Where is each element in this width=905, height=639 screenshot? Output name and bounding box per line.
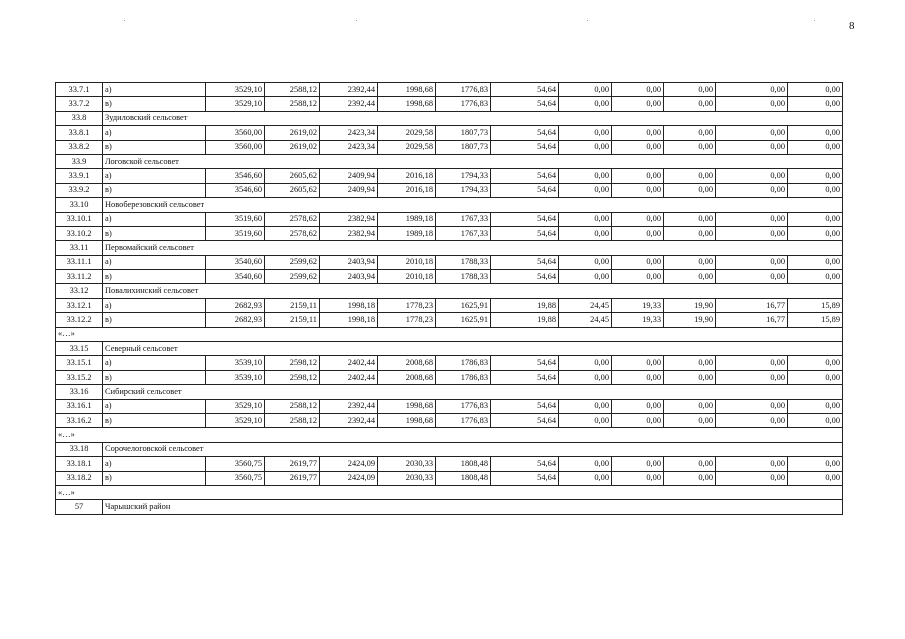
value-cell: 0,00 [664,370,716,384]
value-cell: 1794,33 [436,169,491,183]
section-title-cell: Новоберезовский сельсовет [103,198,843,212]
row-label-cell: а) [103,399,206,413]
value-cell: 3560,00 [206,140,265,154]
value-cell: 0,00 [664,413,716,427]
value-cell: 19,90 [664,313,716,327]
value-cell: 0,00 [664,169,716,183]
value-cell: 1767,33 [436,212,491,226]
value-cell: 0,00 [559,413,612,427]
row-label-cell: в) [103,140,206,154]
value-cell: 0,00 [559,370,612,384]
value-cell: 0,00 [716,255,788,269]
value-cell: 2605,62 [265,169,320,183]
row-code-cell: 33.10.2 [56,226,103,240]
value-cell: 2030,33 [378,457,436,471]
row-label-cell: а) [103,298,206,312]
value-cell: 0,00 [788,97,843,111]
value-cell: 2578,62 [265,226,320,240]
row-code-cell: 33.15.1 [56,356,103,370]
value-cell: 2382,94 [320,226,378,240]
value-cell: 2409,94 [320,169,378,183]
section-title-cell: Сорочелоговской сельсовет [103,442,843,456]
value-cell: 54,64 [491,183,559,197]
value-cell: 2392,44 [320,413,378,427]
value-cell: 2619,02 [265,140,320,154]
value-cell: 1989,18 [378,226,436,240]
value-cell: 0,00 [716,212,788,226]
value-cell: 0,00 [559,399,612,413]
value-cell: 1989,18 [378,212,436,226]
value-cell: 1767,33 [436,226,491,240]
value-cell: 0,00 [664,83,716,97]
value-cell: 2402,44 [320,370,378,384]
section-code-cell: 33.11 [56,241,103,255]
value-cell: 0,00 [788,356,843,370]
value-cell: 2588,12 [265,399,320,413]
section-title-cell: Логовской сельсовет [103,154,843,168]
value-cell: 1778,23 [378,298,436,312]
section-code-cell: 33.15 [56,342,103,356]
value-cell: 1998,68 [378,83,436,97]
table-row [56,255,843,269]
section-code-cell: 57 [56,500,103,514]
value-cell: 54,64 [491,169,559,183]
value-cell: 54,64 [491,212,559,226]
value-cell: 1807,73 [436,140,491,154]
omission-row [56,485,843,499]
value-cell: 2588,12 [265,97,320,111]
value-cell: 2016,18 [378,169,436,183]
value-cell: 3540,60 [206,255,265,269]
value-cell: 54,64 [491,83,559,97]
value-cell: 0,00 [788,413,843,427]
value-cell: 3546,60 [206,169,265,183]
value-cell: 2008,68 [378,370,436,384]
value-cell: 3560,75 [206,457,265,471]
section-code-cell: 33.8 [56,111,103,125]
table-body [56,83,843,515]
value-cell: 0,00 [716,457,788,471]
value-cell: 0,00 [788,83,843,97]
value-cell: 1998,68 [378,413,436,427]
value-cell: 2030,33 [378,471,436,485]
section-title-cell: Повалихинский сельсовет [103,284,843,298]
value-cell: 1776,83 [436,83,491,97]
value-cell: 0,00 [612,212,664,226]
value-cell: 54,64 [491,270,559,284]
value-cell: 0,00 [612,413,664,427]
table-row [56,399,843,413]
value-cell: 0,00 [612,356,664,370]
scan-speck [124,20,125,21]
row-label-cell: в) [103,97,206,111]
section-code-cell: 33.18 [56,442,103,456]
value-cell: 19,88 [491,298,559,312]
value-cell: 19,90 [664,298,716,312]
value-cell: 54,64 [491,356,559,370]
row-code-cell: 33.16.1 [56,399,103,413]
value-cell: 1778,23 [378,313,436,327]
value-cell: 1808,48 [436,457,491,471]
section-title-cell: Северный сельсовет [103,342,843,356]
value-cell: 2682,93 [206,298,265,312]
value-cell: 3529,10 [206,97,265,111]
value-cell: 19,33 [612,313,664,327]
value-cell: 3539,10 [206,370,265,384]
row-code-cell: 33.8.2 [56,140,103,154]
value-cell: 2016,18 [378,183,436,197]
row-label-cell: в) [103,270,206,284]
table-row [56,212,843,226]
value-cell: 1625,91 [436,313,491,327]
value-cell: 2402,44 [320,356,378,370]
row-label-cell: в) [103,226,206,240]
value-cell: 2403,94 [320,270,378,284]
value-cell: 0,00 [716,370,788,384]
value-cell: 0,00 [612,270,664,284]
value-cell: 0,00 [612,169,664,183]
value-cell: 2424,09 [320,471,378,485]
value-cell: 0,00 [664,399,716,413]
table-row [56,471,843,485]
value-cell: 2392,44 [320,399,378,413]
omission-marker: «…» [56,428,843,442]
section-row [56,284,843,298]
value-cell: 0,00 [612,97,664,111]
value-cell: 3529,10 [206,83,265,97]
row-code-cell: 33.8.1 [56,126,103,140]
value-cell: 0,00 [788,370,843,384]
value-cell: 1794,33 [436,183,491,197]
value-cell: 0,00 [716,471,788,485]
table-row [56,97,843,111]
row-code-cell: 33.15.2 [56,370,103,384]
row-label-cell: а) [103,169,206,183]
row-code-cell: 33.9.1 [56,169,103,183]
value-cell: 2588,12 [265,413,320,427]
value-cell: 2409,94 [320,183,378,197]
value-cell: 0,00 [612,457,664,471]
value-cell: 2010,18 [378,255,436,269]
section-code-cell: 33.12 [56,284,103,298]
tariff-table [55,82,843,515]
table-row [56,183,843,197]
value-cell: 0,00 [716,126,788,140]
row-code-cell: 33.18.2 [56,471,103,485]
value-cell: 54,64 [491,140,559,154]
value-cell: 0,00 [788,212,843,226]
value-cell: 2029,58 [378,140,436,154]
value-cell: 16,77 [716,298,788,312]
value-cell: 1788,33 [436,270,491,284]
row-code-cell: 33.11.1 [56,255,103,269]
value-cell: 2029,58 [378,126,436,140]
value-cell: 54,64 [491,97,559,111]
value-cell: 0,00 [559,169,612,183]
value-cell: 0,00 [716,169,788,183]
section-code-cell: 33.9 [56,154,103,168]
value-cell: 3519,60 [206,226,265,240]
value-cell: 0,00 [788,226,843,240]
value-cell: 0,00 [716,270,788,284]
value-cell: 15,89 [788,313,843,327]
value-cell: 0,00 [664,457,716,471]
value-cell: 0,00 [664,183,716,197]
value-cell: 0,00 [612,471,664,485]
value-cell: 54,64 [491,226,559,240]
table-row [56,457,843,471]
section-row [56,442,843,456]
value-cell: 0,00 [664,140,716,154]
value-cell: 0,00 [664,356,716,370]
value-cell: 1786,83 [436,370,491,384]
value-cell: 2588,12 [265,83,320,97]
value-cell: 2605,62 [265,183,320,197]
value-cell: 2424,09 [320,457,378,471]
value-cell: 0,00 [559,270,612,284]
section-row [56,385,843,399]
value-cell: 1788,33 [436,255,491,269]
value-cell: 0,00 [612,140,664,154]
value-cell: 1776,83 [436,399,491,413]
value-cell: 2578,62 [265,212,320,226]
section-code-cell: 33.10 [56,198,103,212]
value-cell: 0,00 [664,471,716,485]
row-label-cell: в) [103,183,206,197]
value-cell: 1786,83 [436,356,491,370]
row-label-cell: а) [103,83,206,97]
section-row [56,198,843,212]
value-cell: 0,00 [664,97,716,111]
table-row [56,370,843,384]
value-cell: 2382,94 [320,212,378,226]
value-cell: 1807,73 [436,126,491,140]
value-cell: 0,00 [559,140,612,154]
value-cell: 2403,94 [320,255,378,269]
scan-speck [587,20,588,21]
value-cell: 0,00 [788,255,843,269]
omission-marker: «…» [56,327,843,341]
value-cell: 0,00 [716,356,788,370]
value-cell: 24,45 [559,298,612,312]
value-cell: 0,00 [788,471,843,485]
value-cell: 2159,11 [265,298,320,312]
value-cell: 3560,00 [206,126,265,140]
value-cell: 2619,77 [265,471,320,485]
value-cell: 0,00 [664,270,716,284]
value-cell: 0,00 [612,370,664,384]
value-cell: 0,00 [664,126,716,140]
value-cell: 54,64 [491,471,559,485]
value-cell: 54,64 [491,126,559,140]
omission-row [56,327,843,341]
value-cell: 0,00 [559,83,612,97]
section-title-cell: Сибирский сельсовет [103,385,843,399]
value-cell: 0,00 [559,457,612,471]
table-row [56,413,843,427]
value-cell: 0,00 [716,413,788,427]
value-cell: 54,64 [491,399,559,413]
section-row [56,241,843,255]
value-cell: 2598,12 [265,370,320,384]
value-cell: 0,00 [612,399,664,413]
value-cell: 0,00 [664,212,716,226]
value-cell: 0,00 [612,83,664,97]
value-cell: 54,64 [491,457,559,471]
row-code-cell: 33.7.2 [56,97,103,111]
value-cell: 54,64 [491,413,559,427]
table-row [56,169,843,183]
table-row [56,298,843,312]
value-cell: 0,00 [716,97,788,111]
value-cell: 2010,18 [378,270,436,284]
value-cell: 0,00 [788,183,843,197]
value-cell: 19,33 [612,298,664,312]
row-label-cell: в) [103,471,206,485]
value-cell: 2599,62 [265,255,320,269]
row-label-cell: в) [103,370,206,384]
table-row [56,126,843,140]
section-title-cell: Чарышский район [103,500,843,514]
value-cell: 16,77 [716,313,788,327]
value-cell: 0,00 [716,140,788,154]
value-cell: 2159,11 [265,313,320,327]
value-cell: 0,00 [664,226,716,240]
table-row [56,313,843,327]
table-row [56,140,843,154]
section-title-cell: Зудиловский сельсовет [103,111,843,125]
table-row [56,83,843,97]
value-cell: 3539,10 [206,356,265,370]
value-cell: 19,88 [491,313,559,327]
section-code-cell: 33.16 [56,385,103,399]
row-code-cell: 33.11.2 [56,270,103,284]
omission-marker: «…» [56,485,843,499]
row-code-cell: 33.10.1 [56,212,103,226]
table-row [56,226,843,240]
value-cell: 2392,44 [320,83,378,97]
value-cell: 0,00 [716,83,788,97]
value-cell: 0,00 [612,255,664,269]
value-cell: 2008,68 [378,356,436,370]
value-cell: 0,00 [788,126,843,140]
value-cell: 0,00 [559,97,612,111]
row-label-cell: а) [103,356,206,370]
value-cell: 0,00 [559,226,612,240]
value-cell: 1998,18 [320,298,378,312]
omission-row [56,428,843,442]
table-row [56,356,843,370]
value-cell: 3540,60 [206,270,265,284]
value-cell: 54,64 [491,370,559,384]
page-number: 8 [849,20,855,32]
value-cell: 0,00 [788,399,843,413]
row-label-cell: а) [103,457,206,471]
row-label-cell: в) [103,313,206,327]
value-cell: 3519,60 [206,212,265,226]
value-cell: 2599,62 [265,270,320,284]
value-cell: 2423,34 [320,126,378,140]
value-cell: 0,00 [788,457,843,471]
value-cell: 1998,68 [378,399,436,413]
value-cell: 1998,18 [320,313,378,327]
value-cell: 0,00 [559,212,612,226]
row-code-cell: 33.16.2 [56,413,103,427]
value-cell: 1776,83 [436,97,491,111]
value-cell: 2619,02 [265,126,320,140]
value-cell: 0,00 [612,126,664,140]
row-code-cell: 33.9.2 [56,183,103,197]
value-cell: 0,00 [788,270,843,284]
value-cell: 0,00 [716,183,788,197]
section-title-cell: Первомайский сельсовет [103,241,843,255]
value-cell: 0,00 [559,356,612,370]
value-cell: 2423,34 [320,140,378,154]
value-cell: 0,00 [788,169,843,183]
value-cell: 0,00 [612,183,664,197]
value-cell: 3529,10 [206,399,265,413]
row-label-cell: а) [103,126,206,140]
value-cell: 0,00 [788,140,843,154]
value-cell: 0,00 [716,399,788,413]
value-cell: 3529,10 [206,413,265,427]
scan-speck [814,20,815,21]
value-cell: 3546,60 [206,183,265,197]
value-cell: 1808,48 [436,471,491,485]
value-cell: 0,00 [559,126,612,140]
value-cell: 2392,44 [320,97,378,111]
value-cell: 0,00 [559,255,612,269]
value-cell: 0,00 [716,226,788,240]
value-cell: 0,00 [612,226,664,240]
section-row [56,500,843,514]
row-label-cell: а) [103,255,206,269]
value-cell: 15,89 [788,298,843,312]
section-row [56,154,843,168]
table-row [56,270,843,284]
row-code-cell: 33.12.1 [56,298,103,312]
value-cell: 1776,83 [436,413,491,427]
section-row [56,111,843,125]
section-row [56,342,843,356]
value-cell: 1625,91 [436,298,491,312]
value-cell: 2682,93 [206,313,265,327]
row-label-cell: а) [103,212,206,226]
value-cell: 24,45 [559,313,612,327]
row-label-cell: в) [103,413,206,427]
value-cell: 54,64 [491,255,559,269]
value-cell: 0,00 [664,255,716,269]
scan-speck [356,20,357,21]
value-cell: 0,00 [559,471,612,485]
row-code-cell: 33.7.1 [56,83,103,97]
value-cell: 0,00 [559,183,612,197]
value-cell: 3560,75 [206,471,265,485]
value-cell: 2598,12 [265,356,320,370]
row-code-cell: 33.18.1 [56,457,103,471]
value-cell: 2619,77 [265,457,320,471]
row-code-cell: 33.12.2 [56,313,103,327]
value-cell: 1998,68 [378,97,436,111]
